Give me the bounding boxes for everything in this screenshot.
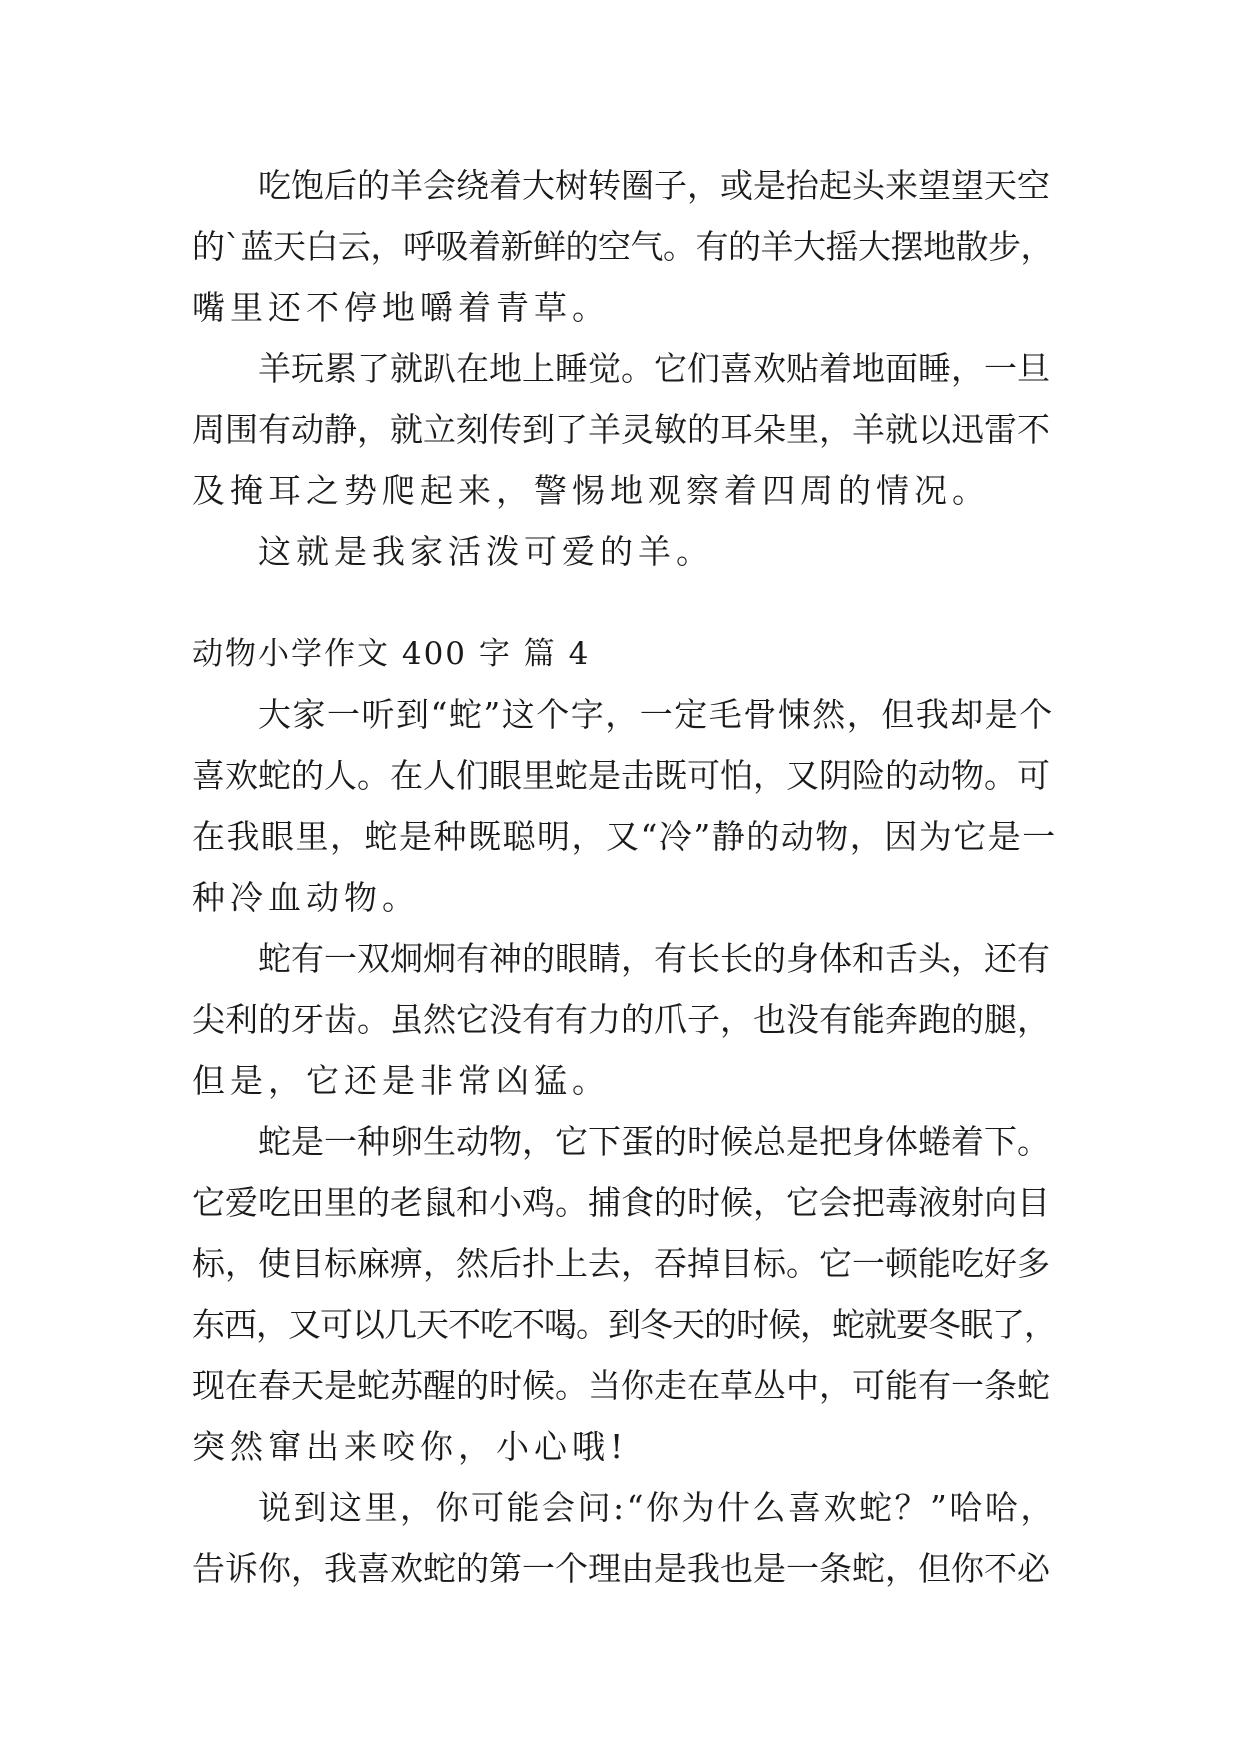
text-line: 羊玩累了就趴在地上睡觉。它们喜欢贴着地面睡，一旦 [258, 349, 1050, 388]
text-line: 标，使目标麻痹，然后扑上去，吞掉目标。它一顿能吃好多 [192, 1244, 1050, 1283]
text-line: 大家一听到“蛇”这个字，一定毛骨悚然，但我却是个 [258, 695, 1054, 734]
text-line: 但是，它还是非常凶猛。 [192, 1061, 610, 1100]
text-line: 吃饱后的羊会绕着大树转圈子，或是抬起头来望望天空 [258, 166, 1050, 205]
text-line: 在我眼里，蛇是种既聪明，又“冷”静的动物，因为它是一 [192, 817, 1057, 856]
text-line: 东西，又可以几天不吃不喝。到冬天的时候，蛇就要冬眠了， [192, 1305, 1056, 1344]
text-line: 现在春天是蛇苏醒的时候。当你走在草丛中，可能有一条蛇 [192, 1366, 1050, 1405]
section-heading: 动物小学作文 400 字 篇 4 [192, 636, 591, 672]
text-line: 蛇有一双炯炯有神的眼睛，有长长的身体和舌头，还有 [258, 939, 1050, 978]
text-line: 喜欢蛇的人。在人们眼里蛇是击既可怕，又阴险的动物。可 [192, 756, 1050, 795]
text-line: 嘴里还不停地嚼着青草。 [192, 288, 610, 327]
text-line: 蛇是一种卵生动物，它下蛋的时候总是把身体蜷着下。 [258, 1122, 1050, 1161]
text-line: 突然窜出来咬你，小心哦! [192, 1427, 629, 1466]
text-line: 告诉你，我喜欢蛇的第一个理由是我也是一条蛇，但你不必 [192, 1549, 1050, 1588]
text-line: 这就是我家活泼可爱的羊。 [258, 532, 714, 571]
text-line: 它爱吃田里的老鼠和小鸡。捕食的时候，它会把毒液射向目 [192, 1183, 1050, 1222]
text-line: 种冷血动物。 [192, 878, 420, 917]
text-line: 说到这里，你可能会问:“你为什么喜欢蛇？”哈哈， [258, 1488, 1056, 1527]
text-line: 及掩耳之势爬起来，警惕地观察着四周的情况。 [192, 471, 990, 510]
text-line: 尖利的牙齿。虽然它没有有力的爪子，也没有能奔跑的腿， [192, 1000, 1050, 1039]
text-line: 周围有动静，就立刻传到了羊灵敏的耳朵里，羊就以迅雷不 [192, 410, 1050, 449]
text-line: 的`蓝天白云，呼吸着新鲜的空气。有的羊大摇大摆地散步， [192, 227, 1053, 266]
